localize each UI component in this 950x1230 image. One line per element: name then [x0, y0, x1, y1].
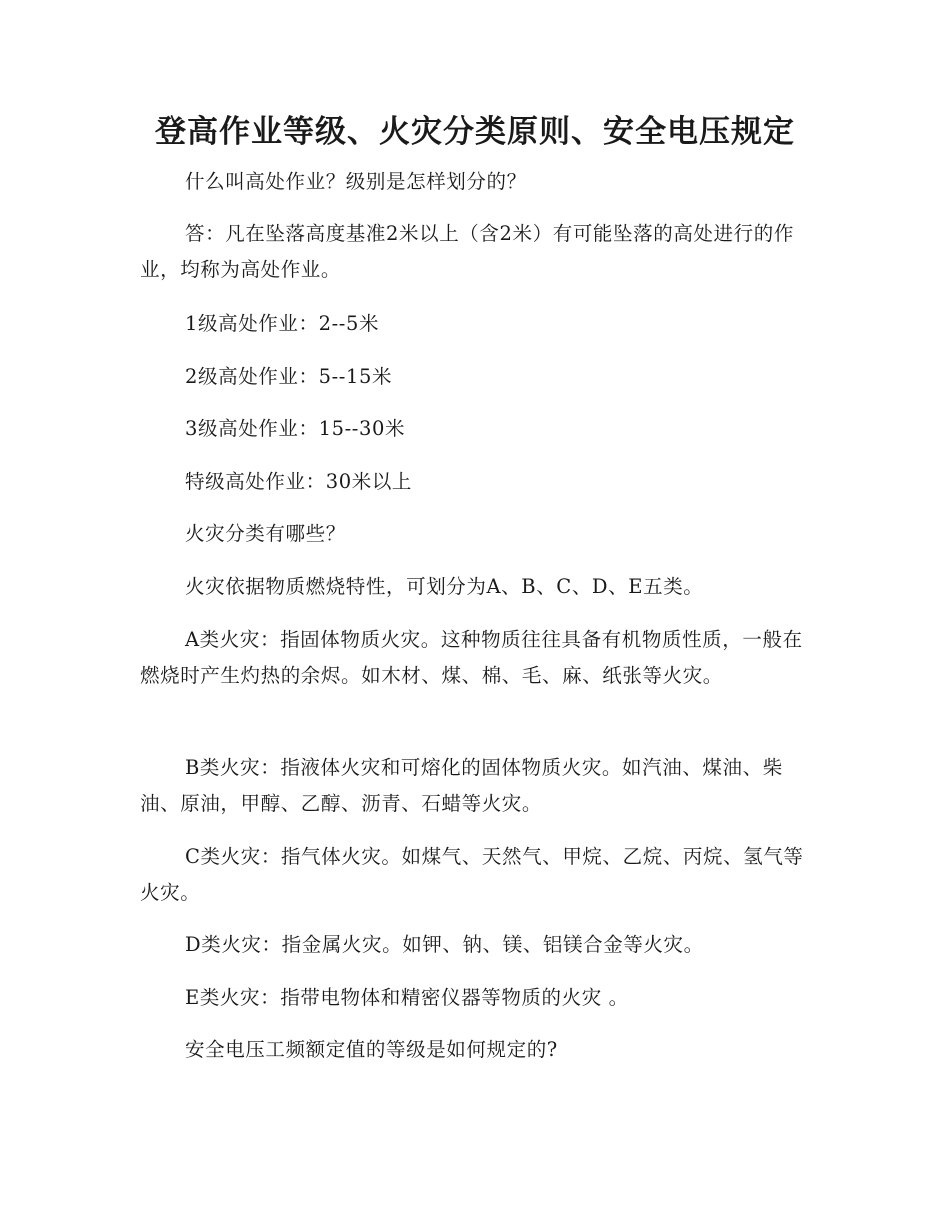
class-e-paragraph: E类火灾：指带电物体和精密仪器等物质的火灾 。	[185, 986, 629, 1009]
special-level-paragraph: 特级高处作业：30米以上	[185, 470, 413, 493]
level-2-paragraph: 2级高处作业：5--15米	[185, 365, 393, 388]
question-safe-voltage: 安全电压工频额定值的等级是如何规定的?	[185, 1038, 558, 1061]
question-fire-classes: 火灾分类有哪些？	[185, 522, 346, 545]
class-b-paragraph: B类火灾：指液体火灾和可熔化的固体物质火灾。如汽油、煤油、柴油、原油，甲醇、乙醇、沥青、石蜡等火灾。	[140, 756, 783, 815]
level-1-paragraph: 1级高处作业：2--5米	[185, 312, 380, 335]
level-3-paragraph: 3级高处作业：15--30米	[185, 417, 406, 440]
class-a-paragraph: A类火灾：指固体物质火灾。这种物质往往具备有机物质性质，一般在燃烧时产生灼热的余烬。如木材、煤、棉、毛、麻、纸张等火灾。	[140, 628, 803, 687]
document-title: 登高作业等级、火灾分类原则、安全电压规定	[155, 114, 795, 150]
answer-high-work: 答：凡在坠落高度基准2米以上（含2米）有可能坠落的高处进行的作业，均称为高处作业。	[140, 222, 794, 281]
fire-classes-intro: 火灾依据物质燃烧特性，可划分为A、B、C、D、E五类。	[185, 575, 704, 598]
class-d-paragraph: D类火灾：指金属火灾。如钾、钠、镁、铝镁合金等火灾。	[185, 933, 704, 956]
question-high-work: 什么叫高处作业？级别是怎样划分的？	[185, 170, 527, 193]
class-c-paragraph: C类火灾：指气体火灾。如煤气、天然气、甲烷、乙烷、丙烷、氢气等火灾。	[140, 845, 804, 904]
